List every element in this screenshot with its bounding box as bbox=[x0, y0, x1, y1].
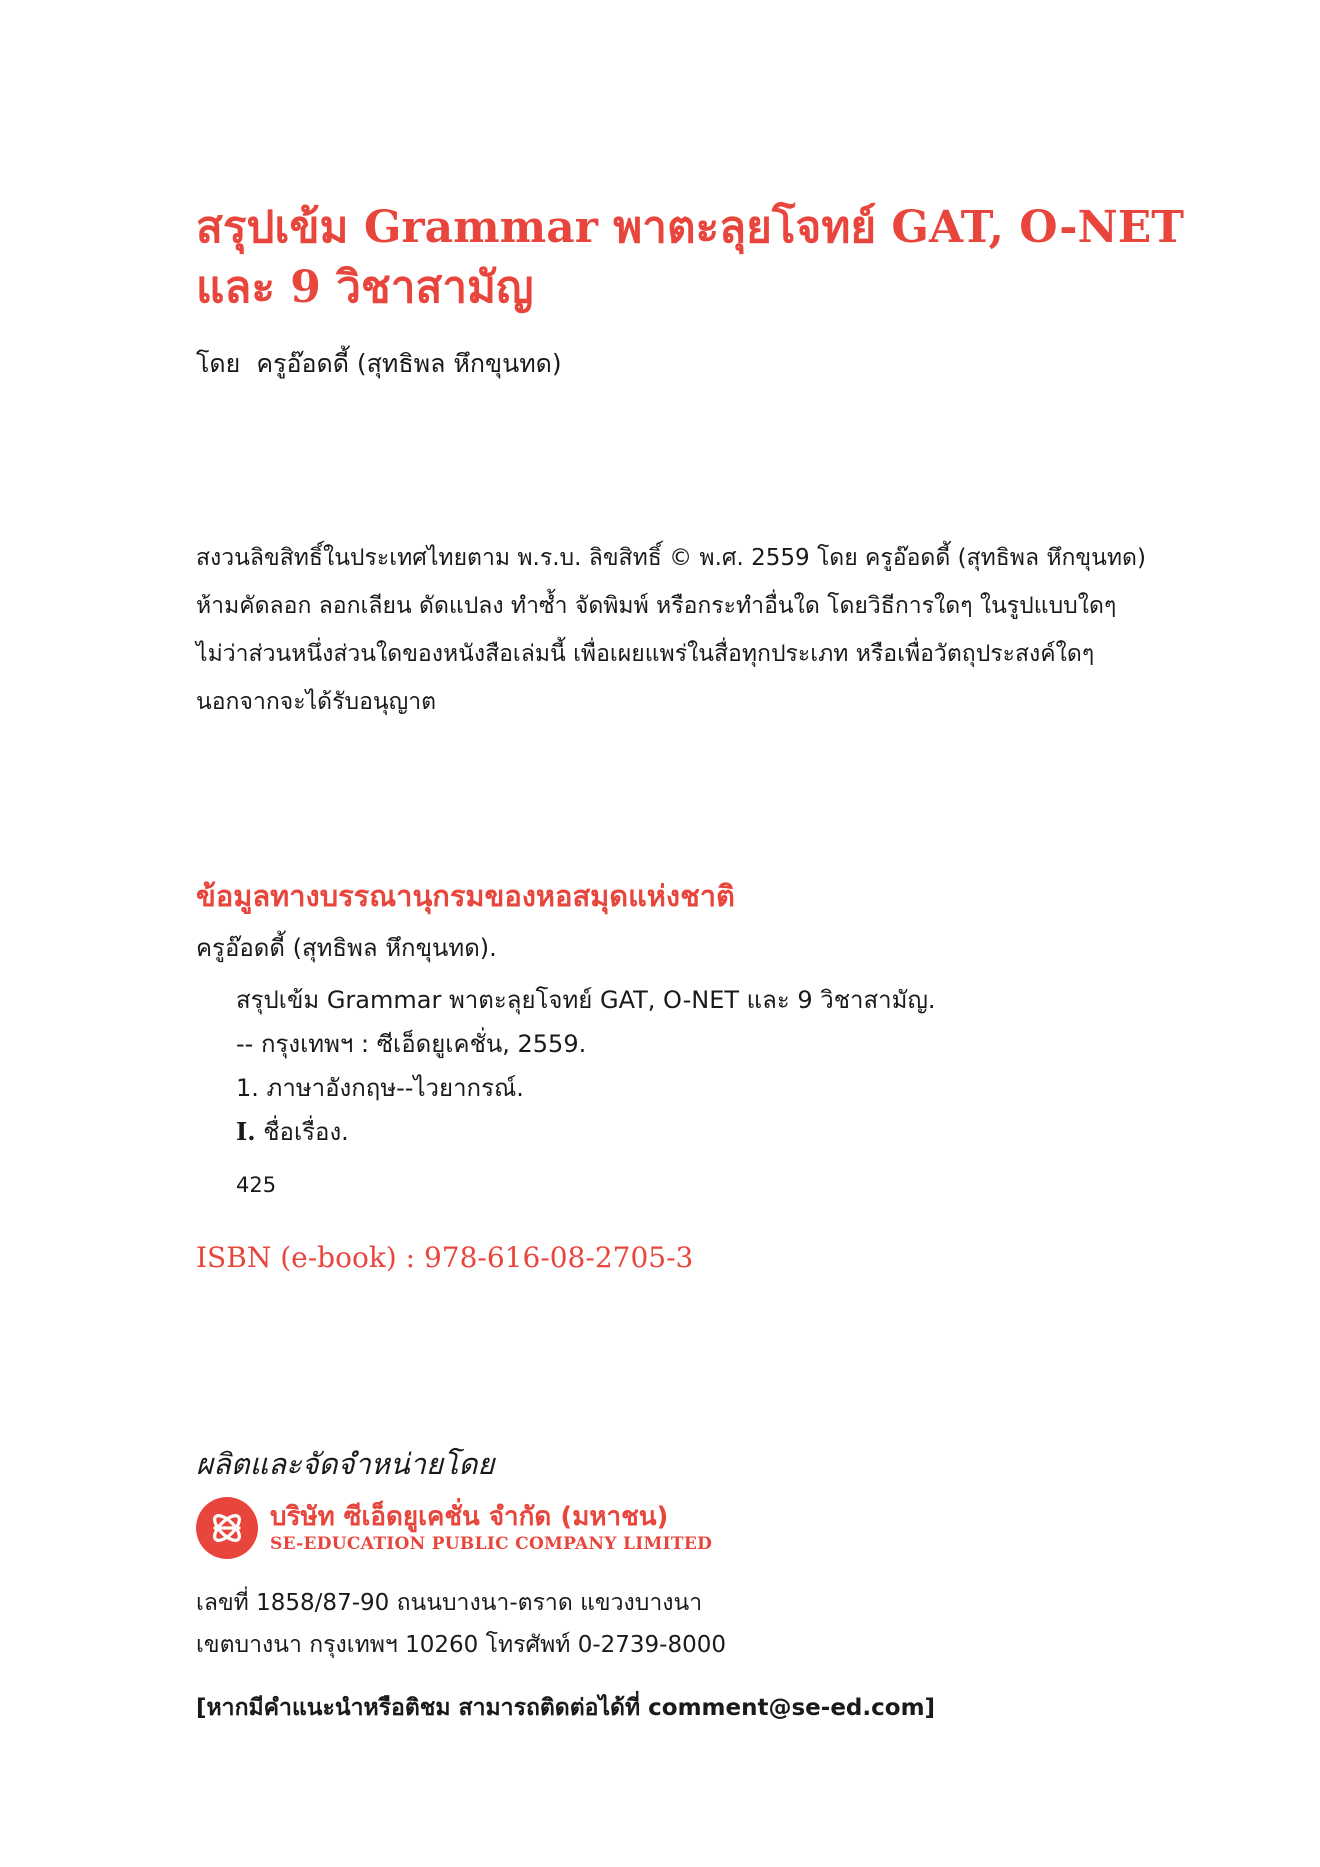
author-credit bbox=[196, 346, 562, 382]
cip-imprint: -- กรุงเทพฯ : ซีเอ็ดยูเคชั่น, 2559. bbox=[236, 1030, 587, 1058]
book-title-line-2: และ 9 วิชาสามัญ bbox=[196, 262, 534, 313]
copyright-line: ไม่ว่าส่วนหนึ่งส่วนใดของหนังสือเล่มนี้ เพื่อเผยแพร่ในสื่อทุกประเภท หรือเพื่อวัตถุประสงค์ใดๆ bbox=[196, 641, 1095, 667]
contact-note: [หากมีคำแนะนำหรือติชม สามารถติดต่อได้ที่ comment@se-ed.com] bbox=[196, 1695, 936, 1721]
cip-heading: ข้อมูลทางบรรณานุกรมของหอสมุดแห่งชาติ bbox=[196, 879, 735, 913]
cip-classification: 425 bbox=[236, 1173, 277, 1197]
copyright-line: ห้ามคัดลอก ลอกเลียน ดัดแปลง ทำซ้ำ จัดพิมพ์ หรือกระทำอื่นใด โดยวิธีการใดๆ ในรูปแบบใดๆ bbox=[196, 593, 1117, 619]
copyright-line: สงวนลิขสิทธิ์ในประเทศไทยตาม พ.ร.บ. ลิขสิทธิ์ © พ.ศ. 2559 โดย ครูอ๊อดดี้ (สุทธิพล หึกขุนทด) bbox=[196, 545, 1146, 571]
cip-title-entry bbox=[236, 1110, 936, 1154]
book-title-line-1: สรุปเข้ม Grammar พาตะลุยโจทย์ GAT, O-NET bbox=[196, 202, 1184, 253]
book-title bbox=[196, 198, 1196, 318]
address-line-2: เขตบางนา กรุงเทพฯ 10260 โทรศัพท์ 0-2739-8000 bbox=[196, 1632, 727, 1658]
cip-title-line: สรุปเข้ม Grammar พาตะลุยโจทย์ GAT, O-NET และ 9 วิชาสามัญ. bbox=[236, 986, 936, 1014]
se-ed-logo-icon bbox=[196, 1497, 258, 1559]
copyright-line: นอกจากจะได้รับอนุญาต bbox=[196, 689, 437, 715]
cip-subject: 1. ภาษาอังกฤษ--ไวยากรณ์. bbox=[236, 1074, 524, 1102]
cip-roman-numeral: I. bbox=[236, 1117, 256, 1146]
se-ed-logo-mark-icon bbox=[207, 1511, 247, 1545]
publisher-name-english: SE-EDUCATION PUBLIC COMPANY LIMITED bbox=[270, 1534, 713, 1554]
cip-record bbox=[236, 978, 936, 1154]
isbn: ISBN (e-book) : 978-616-08-2705-3 bbox=[196, 1241, 694, 1274]
producer-heading: ผลิตและจัดจำหน่ายโดย bbox=[196, 1447, 495, 1481]
author-name: ครูอ๊อดดี้ (สุทธิพล หึกขุนทด) bbox=[256, 349, 562, 378]
publisher-address bbox=[196, 1582, 726, 1666]
copyright-notice bbox=[196, 534, 1256, 726]
publisher-block bbox=[196, 1494, 712, 1562]
author-by-label: โดย bbox=[196, 349, 241, 378]
publisher-name bbox=[270, 1501, 712, 1555]
publisher-name-thai: บริษัท ซีเอ็ดยูเคชั่น จำกัด (มหาชน) bbox=[270, 1502, 669, 1532]
address-line-1: เลขที่ 1858/87-90 ถนนบางนา-ตราด แขวงบางนา bbox=[196, 1590, 703, 1616]
cip-title-entry-text: ชื่อเรื่อง. bbox=[263, 1118, 349, 1146]
cip-author: ครูอ๊อดดี้ (สุทธิพล หึกขุนทด). bbox=[196, 934, 497, 962]
